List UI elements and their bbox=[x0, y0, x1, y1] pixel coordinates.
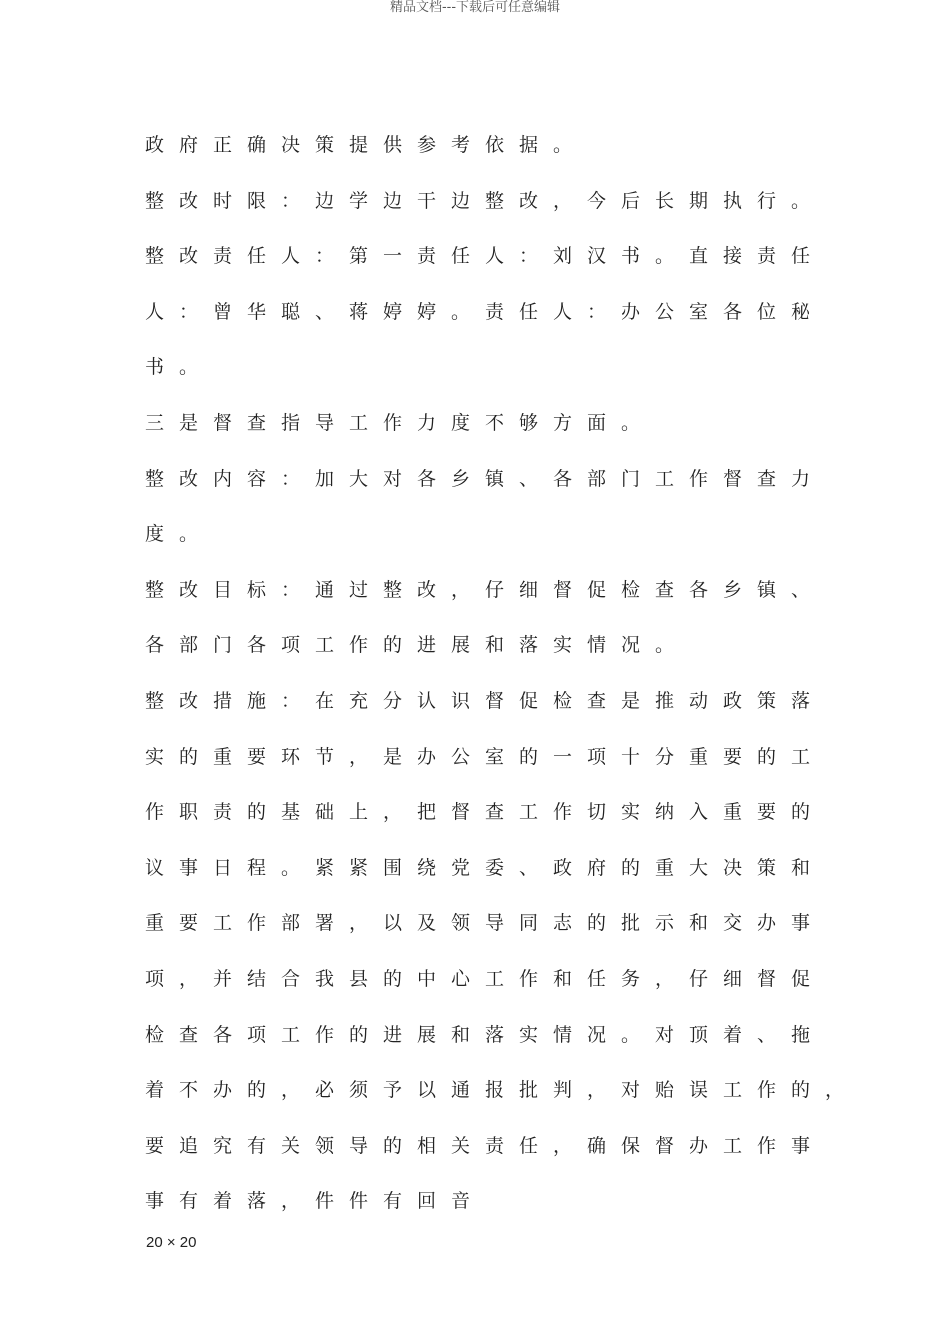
text-line: 人：曾华聪、蒋婷婷。责任人：办公室各位秘 bbox=[145, 300, 826, 323]
page-header: 精品文档---下载后可任意编辑 bbox=[389, 0, 561, 15]
text-line: 三是督查指导工作力度不够方面。 bbox=[145, 411, 656, 434]
text-line: 检查各项工作的进展和落实情况。对顶着、拖 bbox=[145, 1023, 826, 1046]
text-line: 政府正确决策提供参考依据。 bbox=[145, 134, 588, 156]
text-line: 整改责任人：第一责任人：刘汉书。直接责任 bbox=[145, 245, 826, 268]
text-line: 整改措施：在充分认识督促检查是推动政策落 bbox=[145, 689, 826, 712]
document-body bbox=[145, 124, 860, 1236]
text-line: 整改时限：边学边干边整改，今后长期执行。 bbox=[145, 189, 826, 212]
text-line: 各部门各项工作的进展和落实情况。 bbox=[145, 634, 690, 657]
text-line: 项，并结合我县的中心工作和任务，仔细督促 bbox=[145, 967, 826, 990]
text-line: 重要工作部署，以及领导同志的批示和交办事 bbox=[145, 912, 826, 935]
grid-size-note: 20 × 20 bbox=[146, 1234, 197, 1251]
text-line: 整改内容：加大对各乡镇、各部门工作督查力 bbox=[145, 467, 826, 490]
text-line: 着不办的，必须予以通报批判，对贻误工作的， bbox=[145, 1079, 860, 1102]
text-line: 实的重要环节，是办公室的一项十分重要的工 bbox=[145, 745, 826, 768]
text-line: 度。 bbox=[145, 523, 214, 546]
text-line: 整改目标：通过整改，仔细督促检查各乡镇、 bbox=[145, 578, 826, 601]
text-line: 事有着落，件件有回音 bbox=[145, 1190, 486, 1213]
text-line: 要追究有关领导的相关责任，确保督办工作事 bbox=[145, 1134, 826, 1157]
text-line: 书。 bbox=[145, 356, 214, 379]
text-line: 作职责的基础上，把督查工作切实纳入重要的 bbox=[145, 801, 826, 824]
text-line: 议事日程。紧紧围绕党委、政府的重大决策和 bbox=[145, 856, 826, 879]
